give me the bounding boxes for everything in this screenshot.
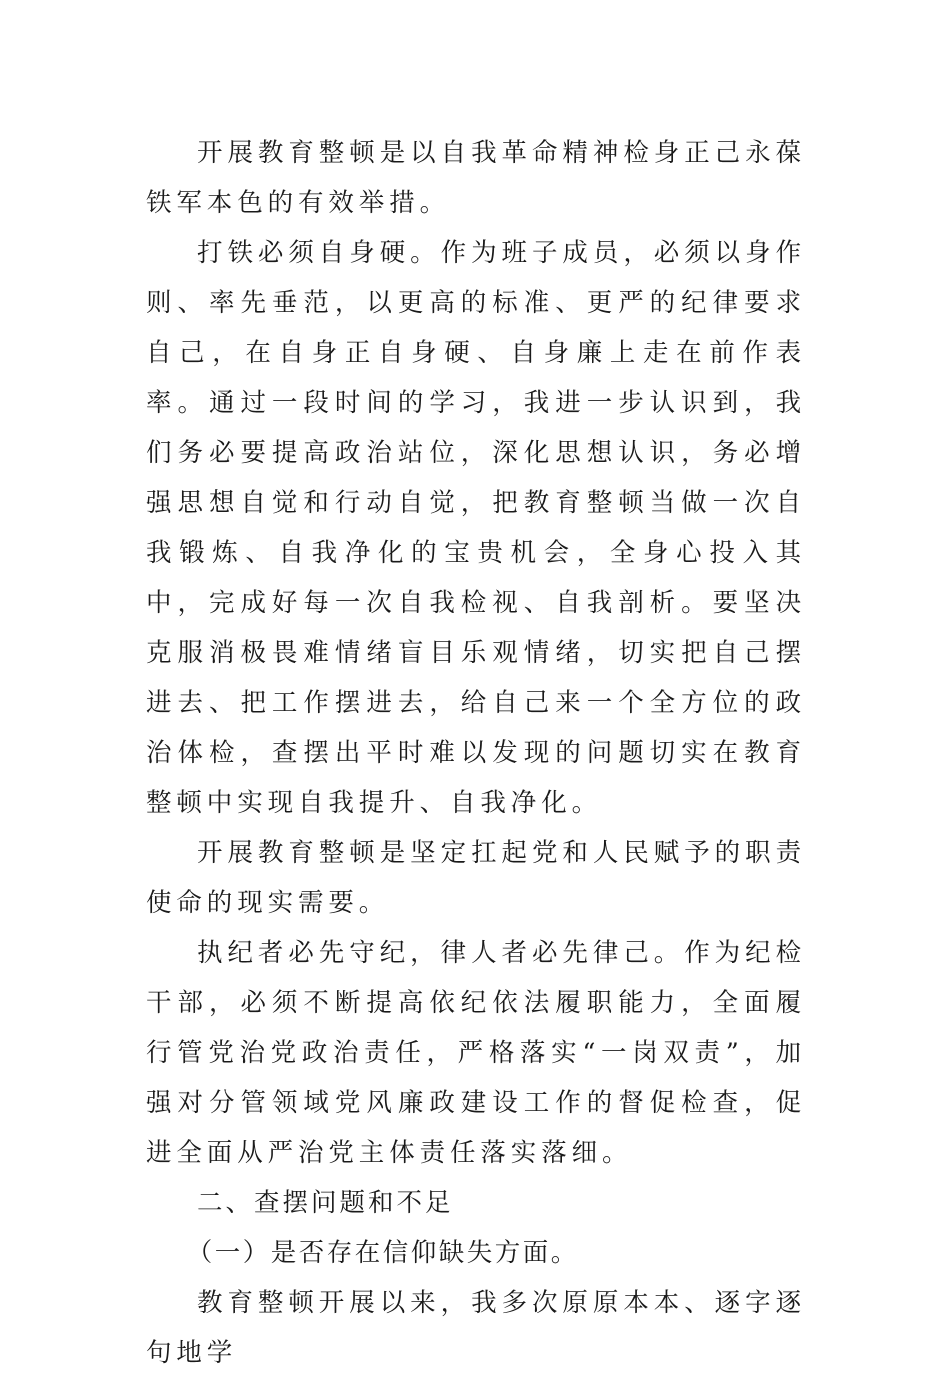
paragraph-1: 开展教育整顿是以自我革命精神检身正己永葆铁军本色的有效举措。 [146,138,806,218]
paragraph-7: 教育整顿开展以来，我多次原原本本、逐字逐句地学 [146,1288,806,1368]
paragraph-4: 执纪者必先守纪，律人者必先律己。作为纪检干部，必须不断提高依纪依法履职能力，全面履行管党治党政治责任，严格落实“一岗双责”，加强对分管领域党风廉政建设工作的督促检查，促进全面从严治党主体责任落实落细。 [146,938,806,1168]
paragraph-3: 开展教育整顿是坚定扛起党和人民赋予的职责使命的现实需要。 [146,838,806,918]
document-body [146,128,806,1378]
subsection-heading: （一）是否存在信仰缺失方面。 [186,1238,579,1268]
paragraph-2: 打铁必须自身硬。作为班子成员，必须以身作则、率先垂范，以更高的标准、更严的纪律要求自己，在自身正自身硬、自身廉上走在前作表率。通过一段时间的学习，我进一步认识到，我们务必要提高政治站位，深化思想认识，务必增强思想自觉和行动自觉，把教育整顿当做一次自我锻炼、自我净化的宝贵机会，全身心投入其中，完成好每一次自我检视、自我剖析。要坚决克服消极畏难情绪盲目乐观情绪，切实把自己摆进去、把工作摆进去，给自己来一个全方位的政治体检，查摆出平时难以发现的问题切实在教育整顿中实现自我提升、自我净化。 [146,238,806,818]
section-heading: 二、查摆问题和不足 [197,1188,454,1218]
